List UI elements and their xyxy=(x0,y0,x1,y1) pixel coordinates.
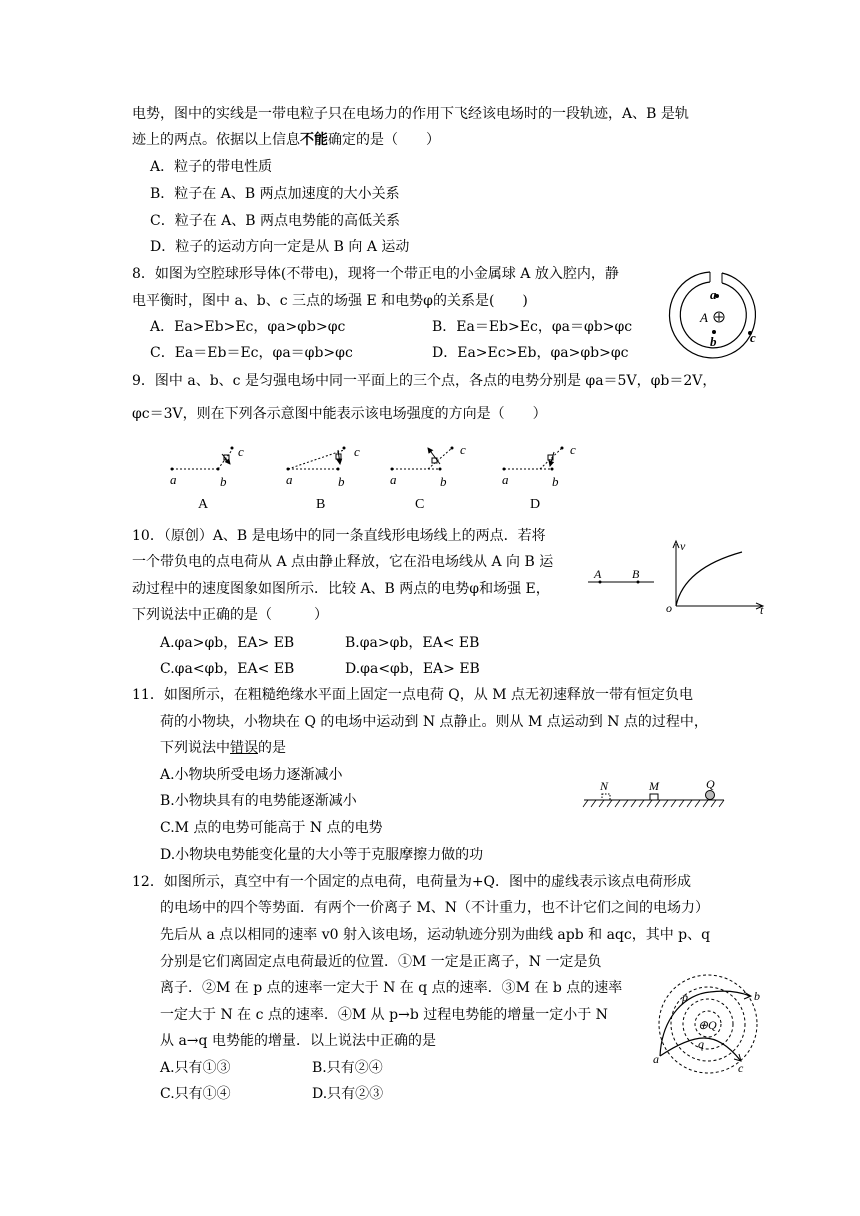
svg-text:b: b xyxy=(338,474,345,489)
q7-option-c: C．粒子在 A、B 两点电势能的高低关系 xyxy=(150,213,401,229)
q9-diagram-c xyxy=(390,442,466,512)
q11-option-d: D.小物块电势能变化量的大小等于克服摩擦力做的功 xyxy=(160,847,484,863)
q7-line2-c: 确定的是（ ） xyxy=(328,132,440,148)
q10-option-d: D.φa<φb，EA> EB xyxy=(345,661,480,677)
q12-label-p: p xyxy=(682,990,688,1004)
q12-option-d: D.只有②③ xyxy=(312,1086,384,1102)
q12-label-Q: ⊕Q xyxy=(698,1018,717,1032)
q10-line3: 动过程中的速度图象如图所示．比较 A、B 两点的电势φ和场强 E， xyxy=(132,581,550,597)
q9-label-d: D xyxy=(530,497,541,512)
q8-option-c: C．Ea＝Eb＝Ec，φa＝φb>φc xyxy=(150,345,353,361)
q7-line2-a: 迹上的两点。依据以上信息 xyxy=(132,132,300,148)
q12-line3: 先后从 a 点以相同的速率 v0 射入该电场，运动轨迹分别为曲线 apb 和 aqc，其中 p、q xyxy=(160,927,711,943)
q12-label-c: c xyxy=(738,1061,744,1074)
q11-option-c: C.M 点的电势可能高于 N 点的电势 xyxy=(160,820,383,836)
q12-figure xyxy=(648,968,766,1074)
q11-label-M: M xyxy=(649,779,659,793)
q10-label-t: t xyxy=(760,603,764,614)
svg-text:c: c xyxy=(354,444,360,459)
q7-line1: 电势，图中的实线是一带电粒子只在电场力的作用下飞经该电场时的一段轨迹，A、B 是轨 xyxy=(132,106,689,122)
q10-figure xyxy=(584,538,774,614)
q11-line3 xyxy=(160,738,286,758)
q9-figures xyxy=(160,436,600,514)
q11-label-Q: Q xyxy=(706,777,715,791)
q10-line4: 下列说法中正确的是（ ） xyxy=(132,607,328,623)
svg-text:c: c xyxy=(460,442,466,457)
q8-line2: 电平衡时，图中 a、b、c 三点的场强 E 和电势φ的关系是( ) xyxy=(132,293,528,309)
q11-line3-a: 下列说法中 xyxy=(160,740,230,756)
q11-option-a: A.小物块所受电场力逐渐减小 xyxy=(160,767,343,783)
q11-block-M xyxy=(650,794,658,800)
q10-line1: 10．（原创）A、B 是电场中的同一条直线形电场线上的两点．若将 xyxy=(132,528,546,544)
q12-option-c: C.只有①④ xyxy=(160,1086,231,1102)
svg-text:a: a xyxy=(170,472,177,487)
q9-diagram-a xyxy=(170,444,244,512)
svg-text:b: b xyxy=(220,474,227,489)
q9-line2: φc＝3V，则在下列各示意图中能表示该电场强度的方向是（ ） xyxy=(132,406,547,422)
q12-label-b: b xyxy=(754,989,760,1003)
svg-text:a: a xyxy=(390,472,397,487)
q10-label-B: B xyxy=(632,567,640,581)
q7-line2 xyxy=(132,130,440,150)
q10-label-v: v xyxy=(680,539,686,553)
q7-option-a: A．粒子的带电性质 xyxy=(150,159,273,175)
q12-label-a: a xyxy=(653,1052,659,1066)
svg-text:c: c xyxy=(570,442,576,457)
q10-label-o: o xyxy=(666,601,672,614)
q7-emphasis: 不能 xyxy=(300,132,328,148)
q12-line5: 离子．②M 在 p 点的速率一定大于 N 在 q 点的速率．③M 在 b 点的速率 xyxy=(160,980,623,996)
svg-text:a: a xyxy=(502,472,509,487)
svg-text:c: c xyxy=(238,444,244,459)
q8-label-c: c xyxy=(750,330,756,345)
q10-option-c: C.φa<φb，EA< EB xyxy=(160,661,295,677)
q9-label-b: B xyxy=(316,497,326,512)
q10-curve xyxy=(676,552,742,606)
q10-line2: 一个带负电的点电荷从 A 点由静止释放，它在沿电场线从 A 向 B 运 xyxy=(132,554,554,570)
q12-line4: 分别是它们离固定点电荷最近的位置．①M 一定是正离子，N 一定是负 xyxy=(160,954,602,970)
q12-option-a: A.只有①③ xyxy=(160,1060,231,1076)
q8-figure xyxy=(664,266,764,362)
q8-label-a: a xyxy=(710,287,717,302)
q8-option-a: A．Ea>Eb>Ec，φa>φb>φc xyxy=(150,319,346,335)
q10-option-a: A.φa>φb，EA> EB xyxy=(160,635,295,651)
q9-label-c: C xyxy=(415,497,425,512)
q11-option-b: B.小物块具有的电势能逐渐减小 xyxy=(160,793,357,809)
q12-line6: 一定大于 N 在 c 点的速率．④M 从 p→b 过程电势能的增量一定小于 N xyxy=(160,1007,608,1023)
q12-option-b: B.只有②④ xyxy=(312,1060,383,1076)
svg-text:b: b xyxy=(552,474,559,489)
q11-charge-Q xyxy=(706,791,715,800)
svg-text:a: a xyxy=(286,472,293,487)
q12-line1: 12．如图所示，真空中有一个固定的点电荷，电荷量为+Q．图中的虚线表示该点电荷形成 xyxy=(132,874,692,890)
q12-line7: 从 a→q 电势能的增量．以上说法中正确的是 xyxy=(160,1033,436,1049)
q9-diagram-b xyxy=(286,444,360,512)
q11-emphasis: 错误 xyxy=(230,740,258,756)
q8-label-A: A xyxy=(700,310,708,325)
q9-line1: 9．图中 a、b、c 是匀强电场中同一平面上的三个点，各点的电势分别是 φa＝5V，φb＝2V， xyxy=(132,373,717,389)
q11-label-N: N xyxy=(600,779,609,793)
q8-option-b: B．Ea＝Eb>Ec，φa＝φb>φc xyxy=(432,319,633,335)
q11-line1: 11．如图所示，在粗糙绝缘水平面上固定一点电荷 Q，从 M 点无初速释放一带有恒定负电 xyxy=(132,687,693,703)
q12-label-q: q xyxy=(698,1037,704,1051)
svg-text:b: b xyxy=(440,474,447,489)
q9-label-a: A xyxy=(198,497,209,512)
q11-line3-c: 的是 xyxy=(258,740,286,756)
q11-figure xyxy=(582,776,730,812)
q10-option-b: B.φa>φb，EA< EB xyxy=(345,635,480,651)
q8-option-d: D．Ea>Ec>Eb，φa>φb>φc xyxy=(432,345,629,361)
q10-label-A: A xyxy=(594,567,602,581)
q8-line1: 8．如图为空腔球形导体(不带电)，现将一个带正电的小金属球 A 放入腔内，静 xyxy=(132,266,619,282)
q11-line2: 荷的小物块，小物块在 Q 的电场中运动到 N 点静止。则从 M 点运动到 N 点的过程中， xyxy=(160,714,708,730)
q12-line2: 的电场中的四个等势面．有两个一价离子 M、N（不计重力，也不计它们之间的电场力） xyxy=(160,900,710,916)
q7-option-d: D．粒子的运动方向一定是从 B 向 A 运动 xyxy=(150,239,410,255)
q8-label-b: b xyxy=(710,334,717,349)
q11-block-N xyxy=(602,794,610,800)
q7-option-b: B．粒子在 A、B 两点加速度的大小关系 xyxy=(150,186,400,202)
q9-diagram-d xyxy=(502,442,576,512)
